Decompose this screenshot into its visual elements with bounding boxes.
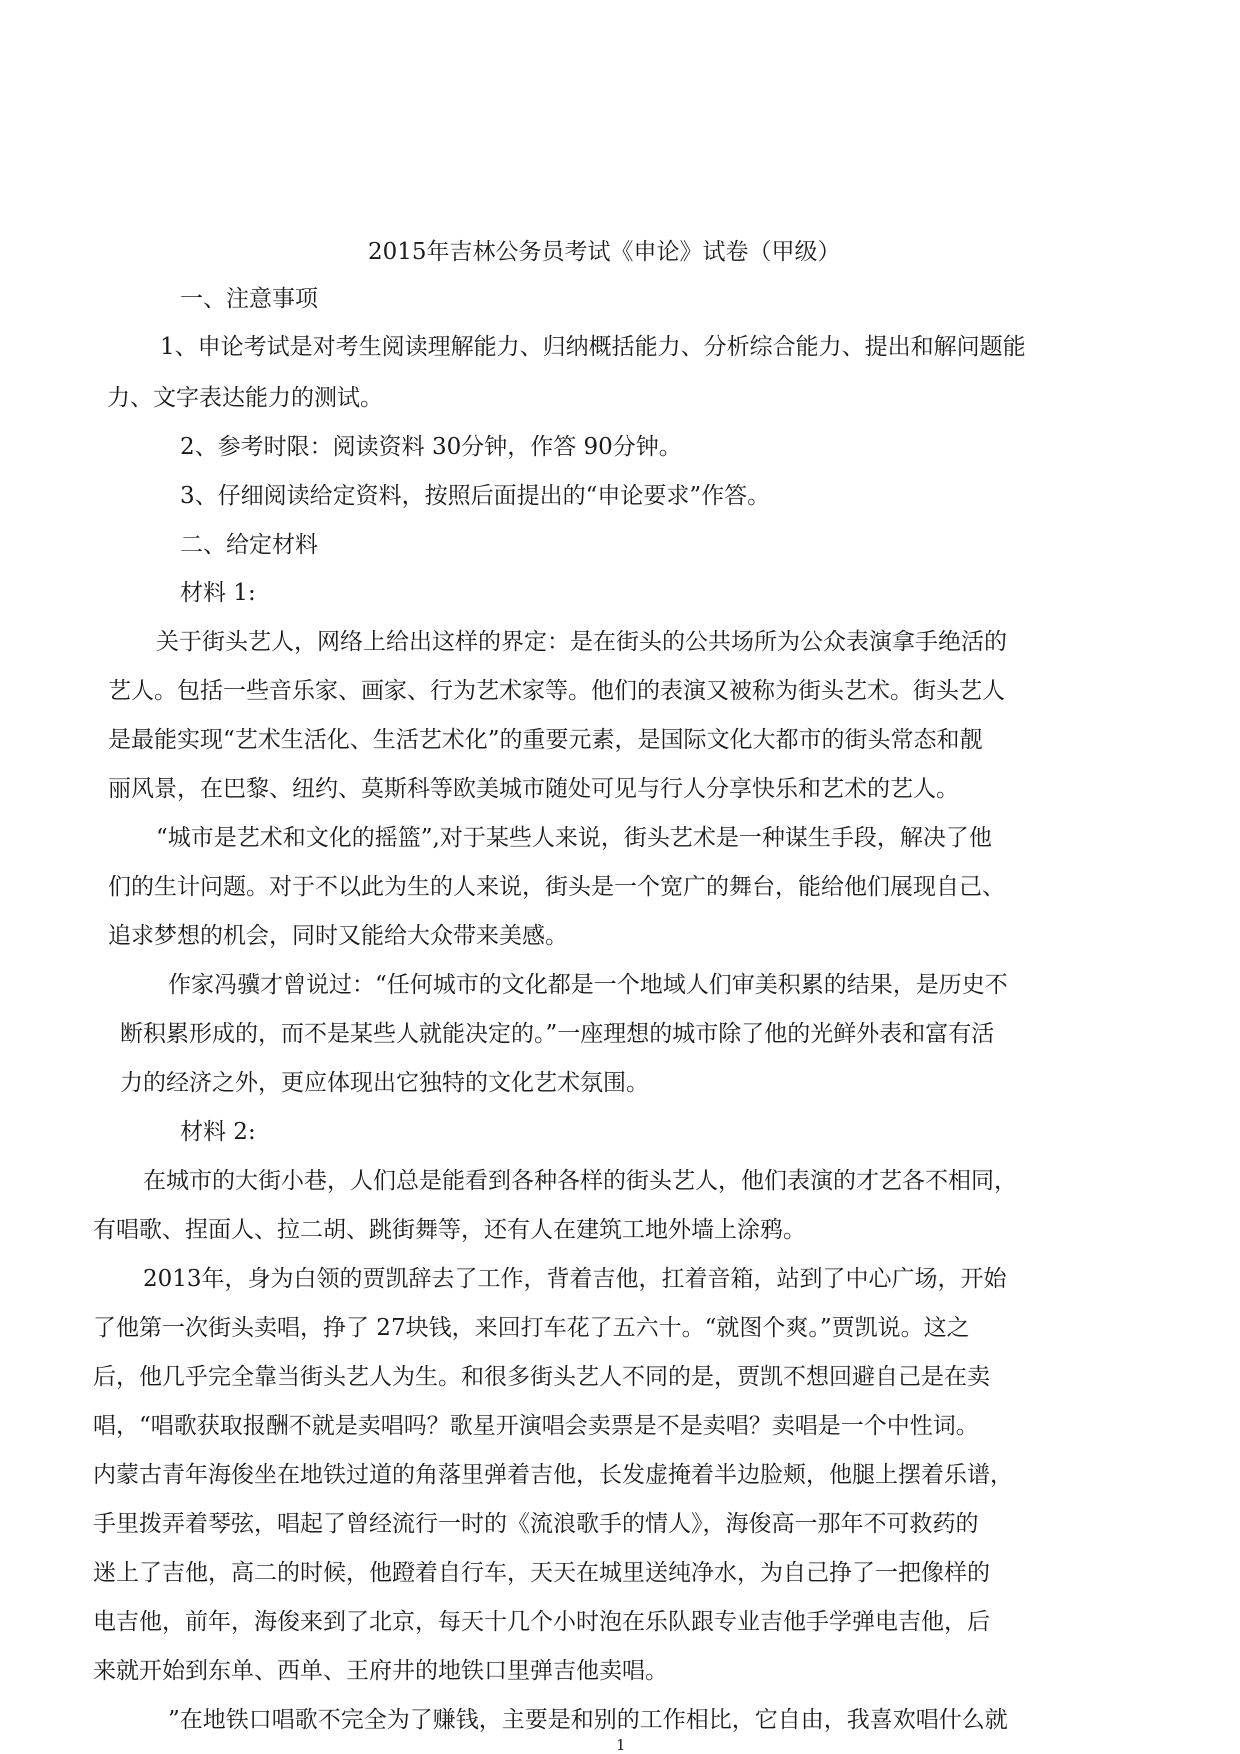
text-line: ”在地铁口唱歌不完全为了赚钱，主要是和别的工作相比，它自由，我喜欢唱什么就: [168, 1707, 1008, 1733]
text-line: 力的经济之外，更应体现出它独特的文化艺术氛围。: [120, 1070, 649, 1096]
text-line: 在城市的大街小巷，人们总是能看到各种各样的街头艺人，他们表演的才艺各不相同，: [143, 1168, 1017, 1194]
text-line: 是最能实现“艺术生活化、生活艺术化”的重要元素，是国际文化大都市的街头常态和靓: [108, 727, 983, 753]
text-line: 电吉他，前年，海俊来到了北京，每天十几个小时泡在乐队跟专业吉他手学弹电吉他，后: [93, 1609, 990, 1635]
text-line: 2、参考时限：阅读资料 30分钟，作答 90分钟。: [180, 434, 682, 460]
page-number: 1: [616, 1736, 626, 1754]
text-line: 来就开始到东单、西单、王府井的地铁口里弹吉他卖唱。: [93, 1658, 668, 1684]
text-line: “城市是艺术和文化的摇篮”,对于某些人来说，街头艺术是一种谋生手段，解决了他: [156, 825, 992, 851]
document-title: 2015年吉林公务员考试《申论》试卷（甲级）: [368, 239, 841, 265]
text-line: 们的生计问题。对于不以此为生的人来说，街头是一个宽广的舞台，能给他们展现自己、: [108, 874, 1005, 900]
text-line: 3、仔细阅读给定资料，按照后面提出的“申论要求”作答。: [180, 483, 771, 509]
text-line: 关于街头艺人，网络上给出这样的界定：是在街头的公共场所为公众表演拿手绝活的: [156, 629, 1007, 655]
section-heading-notes: 一、注意事项: [180, 286, 318, 312]
text-line: 迷上了吉他，高二的时候，他蹬着自行车，天天在城里送纯净水，为自己挣了一把像样的: [93, 1560, 990, 1586]
text-line: 内蒙古青年海俊坐在地铁过道的角落里弹着吉他，长发虚掩着半边脸颊，他腿上摆着乐谱，: [93, 1462, 1013, 1488]
text-line: 了他第一次街头卖唱，挣了 27块钱，来回打车花了五六十。“就图个爽。”贾凯说。这之: [93, 1315, 970, 1341]
text-line: 有唱歌、捏面人、拉二胡、跳街舞等，还有人在建筑工地外墙上涂鸦。: [93, 1217, 806, 1243]
section-heading-materials: 二、给定材料: [180, 532, 318, 558]
material-heading: 材料 1:: [180, 580, 256, 606]
text-line: 2013年，身为白领的贾凯辞去了工作，背着吉他，扛着音箱，站到了中心广场，开始: [143, 1266, 1007, 1292]
text-line: 唱，“唱歌获取报酬不就是卖唱吗？歌星开演唱会卖票是不是卖唱？卖唱是一个中性词。: [93, 1413, 979, 1439]
text-line: 1、申论考试是对考生阅读理解能力、归纳概括能力、分析综合能力、提出和解问题能: [160, 334, 1026, 360]
text-line: 力、文字表达能力的测试。: [107, 385, 383, 411]
text-line: 丽风景，在巴黎、纽约、莫斯科等欧美城市随处可见与行人分享快乐和艺术的艺人。: [108, 776, 959, 802]
material-heading: 材料 2:: [180, 1119, 256, 1145]
text-line: 艺人。包括一些音乐家、画家、行为艺术家等。他们的表演又被称为街头艺术。街头艺人: [108, 678, 1005, 704]
text-line: 作家冯骥才曾说过：“任何城市的文化都是一个地域人们审美积累的结果，是历史不: [168, 972, 1008, 998]
text-line: 后，他几乎完全靠当街头艺人为生。和很多街头艺人不同的是，贾凯不想回避自己是在卖: [93, 1364, 990, 1390]
text-line: 断积累形成的，而不是某些人就能决定的。”一座理想的城市除了他的光鲜外表和富有活: [120, 1021, 995, 1047]
text-line: 追求梦想的机会，同时又能给大众带来美感。: [108, 923, 568, 949]
text-line: 手里拨弄着琴弦，唱起了曾经流行一时的《流浪歌手的情人》，海俊高一那年不可救药的: [93, 1511, 979, 1537]
